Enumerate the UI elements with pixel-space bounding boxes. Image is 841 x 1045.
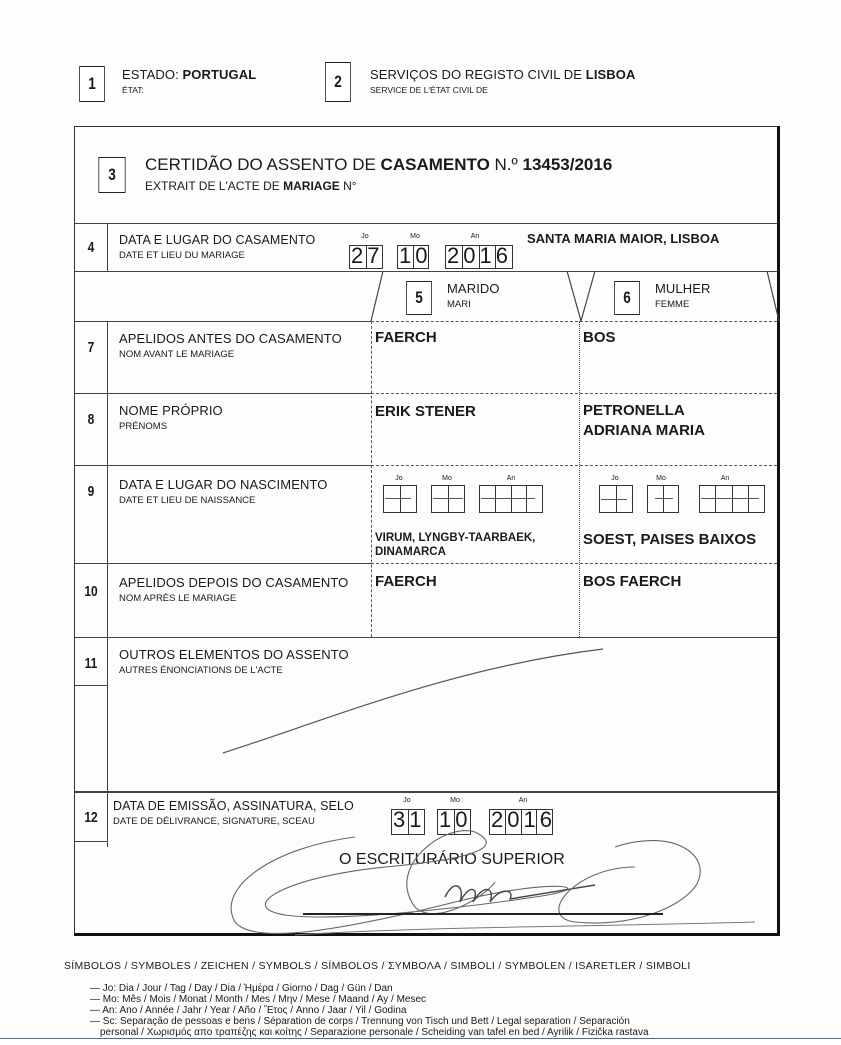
label-fr: NOM APRÈS LE MARIAGE [119, 593, 237, 604]
signature-icon [155, 827, 755, 947]
divider [75, 393, 371, 394]
label-pt: DATA DE EMISSÃO, ASSINATURA, SELO [113, 799, 354, 813]
wife-birth-year-box [699, 485, 765, 513]
husband-birth-day-label: Jo [395, 475, 403, 482]
redaction-mark [701, 498, 759, 499]
wife-given-names-line2: ADRIANA MARIA [583, 422, 705, 439]
title-bold: CASAMENTO [380, 155, 490, 174]
husband-column-header [447, 281, 500, 310]
symbol-sc: — Sc: Separação de pessoas e bens / Séparation de corps / Trennung von Tisch und Bett / Legal separation / Separación [90, 1016, 630, 1027]
day-label: Jo [361, 233, 369, 240]
given-names-label [119, 403, 223, 432]
label-fr: PRÉNOMS [119, 421, 168, 432]
marriage-place: SANTA MARIA MAIOR, LISBOA [527, 231, 720, 246]
wife-label-fr: FEMME [655, 299, 690, 310]
surname-after-label [119, 575, 348, 604]
divider [75, 563, 371, 564]
divider [579, 321, 580, 637]
husband-birth-place-line1: VIRUM, LYNGBY-TAARBAEK, [375, 532, 536, 544]
issue-day: 31 [393, 807, 426, 832]
strike-through-line [75, 637, 781, 787]
divider [371, 465, 777, 466]
husband-birth-year-box [479, 485, 543, 513]
marriage-date-label [119, 233, 315, 261]
field-number-5: 5 [406, 281, 432, 315]
symbols-legend [90, 983, 649, 1038]
marriage-month: 10 [399, 243, 432, 268]
label-pt: APELIDOS ANTES DO CASAMENTO [119, 331, 342, 346]
wife-birth-place: SOEST, PAISES BAIXOS [583, 531, 757, 548]
issue-label [113, 799, 354, 827]
symbol-jo: — Jo: Dia / Jour / Tag / Day / Dia / Ἡμέρα / Giorno / Dag / Gün / Dan [90, 983, 393, 994]
marriage-day: 27 [351, 243, 384, 268]
redaction-mark [601, 499, 627, 500]
registry-label: SERVIÇOS DO REGISTO CIVIL DE [370, 67, 583, 82]
label-pt: APELIDOS DEPOIS DO CASAMENTO [119, 575, 349, 590]
issue-month-label: Mo [450, 797, 460, 804]
signature-line [303, 913, 663, 915]
label-fr: NOM AVANT LE MARIAGE [119, 349, 235, 360]
record-number: 13453/2016 [522, 155, 613, 174]
field-number-6: 6 [614, 281, 640, 315]
year-label: An [470, 233, 480, 240]
divider [75, 223, 777, 224]
symbol-an: — An: Ano / Année / Jahr / Year / Año / Ἔτος / Anno / Jaar / Yil / Godina [90, 1005, 407, 1016]
symbol-sc-cont: personal / Χωρισμός απο τραπέζης και κοίτης / Separazione personale / Scheiding van tafel en bed / Ayrilik / Fizička rastava [100, 1027, 649, 1038]
title-fr-bold: MARIAGE [283, 179, 340, 193]
field-number-1: 1 [79, 66, 105, 102]
husband-label-fr: MARI [447, 299, 471, 310]
divider [75, 321, 371, 322]
divider [75, 841, 107, 842]
label-fr: AUTRES ÉNONCIATIONS DE L'ACTE [119, 665, 283, 676]
title-fr-no: N° [343, 179, 357, 193]
issue-year-label: An [518, 797, 528, 804]
state-value: PORTUGAL [182, 67, 257, 82]
state-label-fr: ÉTAT: [122, 85, 144, 95]
marriage-year: 2016 [447, 243, 512, 268]
wife-surname-after: BOS FAERCH [583, 573, 682, 590]
issue-year: 2016 [491, 807, 556, 832]
husband-given-names: ERIK STENER [375, 403, 476, 420]
field-number-9: 9 [87, 483, 95, 500]
wife-surname-before: BOS [583, 329, 616, 346]
wife-given-names-line1: PETRONELLA [583, 402, 685, 419]
symbol-mo: — Mo: Mês / Mois / Monat / Month / Mes / Μην / Mese / Maand / Ay / Mesec [90, 994, 427, 1005]
field-number-10: 10 [84, 583, 98, 600]
divider [371, 321, 372, 637]
issue-day-label: Jo [403, 797, 411, 804]
divider [371, 393, 777, 394]
field-number-11: 11 [84, 655, 98, 672]
title-prefix: CERTIDÃO DO ASSENTO DE [145, 155, 376, 174]
wife-column-header [655, 281, 711, 310]
divider [371, 321, 777, 322]
signatory-title: O ESCRITURÁRIO SUPERIOR [339, 851, 565, 868]
issue-month: 10 [439, 807, 472, 832]
wife-given-names [583, 401, 705, 441]
wife-birth-month-label: Mo [656, 475, 666, 482]
husband-surname-before: FAERCH [375, 329, 437, 346]
redaction-mark [385, 498, 411, 499]
field-number-8: 8 [87, 411, 95, 428]
field-number-3: 3 [98, 157, 125, 193]
month-label: Mo [410, 233, 420, 240]
wife-label: MULHER [655, 281, 711, 296]
wife-birth-year-label: An [720, 475, 730, 482]
wife-birth-month-box [647, 485, 679, 513]
surname-before-label [119, 331, 342, 360]
divider [107, 223, 108, 271]
divider [75, 465, 371, 466]
divider [75, 791, 777, 793]
husband-label: MARIDO [447, 281, 500, 296]
redaction-mark [433, 498, 463, 499]
husband-birth-month-box [431, 485, 465, 513]
husband-surname-after: FAERCH [375, 573, 437, 590]
husband-birth-place-line2: DINAMARCA [375, 546, 446, 558]
husband-birth-day-box [383, 485, 417, 513]
redaction-mark [655, 498, 673, 499]
husband-birth-year-label: An [506, 475, 516, 482]
divider [107, 791, 108, 841]
state-label: ESTADO: [122, 67, 179, 82]
birth-date-label [119, 477, 327, 506]
label-pt: NOME PRÓPRIO [119, 403, 223, 418]
label-pt: OUTROS ELEMENTOS DO ASSENTO [119, 647, 349, 662]
field-number-7: 7 [87, 339, 95, 356]
certificate-title [145, 155, 612, 193]
title-fr-prefix: EXTRAIT DE L'ACTE DE [145, 179, 280, 193]
label-fr: DATE DE DÉLIVRANCE, SIGNATURE, SCEAU [113, 816, 315, 827]
marriage-certificate-form [74, 126, 780, 936]
field-number-4: 4 [87, 239, 95, 256]
label-fr: DATE ET LIEU DU MARIAGE [119, 250, 245, 261]
symbols-title: SÍMBOLOS / SYMBOLES / ZEICHEN / SYMBOLS / SÍMBOLOS / ΣΥΜΒΟΛΑ / SIMBOLI / SYMBOLEN / ISARETLER / SIMBOLI [64, 960, 691, 972]
field-number-2: 2 [325, 62, 351, 102]
divider [371, 563, 777, 564]
husband-birth-place [375, 531, 535, 559]
registry-value: LISBOA [585, 67, 636, 82]
title-no: N.º [494, 155, 518, 174]
husband-birth-month-label: Mo [442, 475, 452, 482]
label-fr: DATE ET LIEU DE NAISSANCE [119, 495, 256, 506]
field-number-12: 12 [84, 809, 98, 826]
wife-birth-day-label: Jo [611, 475, 619, 482]
label-pt: DATA E LUGAR DO NASCIMENTO [119, 477, 328, 492]
registry-field [370, 67, 636, 95]
registry-label-fr: SERVICE DE L'ÉTAT CIVIL DE [370, 85, 488, 95]
state-field [122, 67, 256, 95]
redaction-mark [481, 498, 535, 499]
label-pt: DATA E LUGAR DO CASAMENTO [119, 233, 316, 247]
